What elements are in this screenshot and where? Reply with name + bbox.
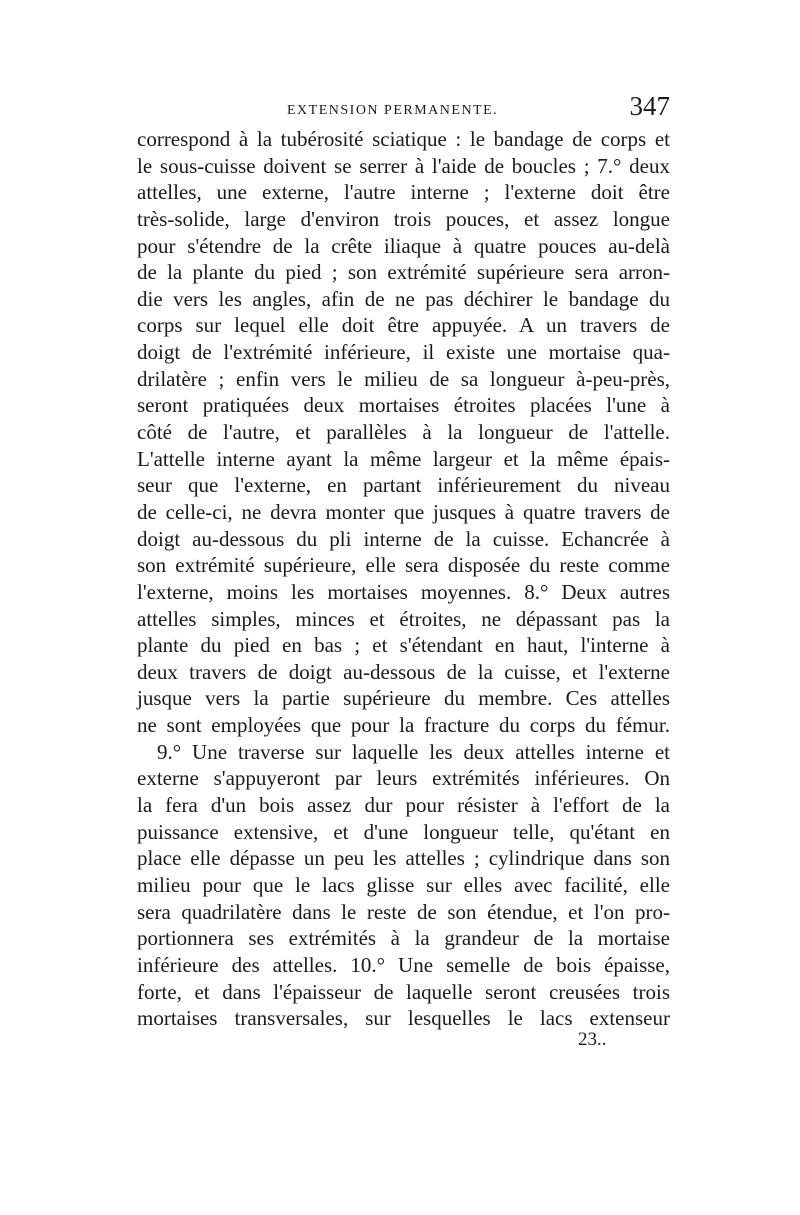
- text-line: très-solide, large d'environ trois pouces, et assez longue: [137, 206, 670, 231]
- text-line: le sous-cuisse doivent se serrer à l'aide de boucles ; 7.° deux: [137, 153, 670, 178]
- text-line: correspond à la tubérosité sciatique : le bandage de corps et: [137, 127, 670, 151]
- text-line: son extrémité supérieure, elle sera disposée du reste comme: [137, 553, 670, 578]
- text-line: forte, et dans l'épaisseur de laquelle seront creusées trois: [137, 979, 670, 1004]
- text-line: 9.° Une traverse sur laquelle les deux attelles interne et: [157, 739, 670, 764]
- text-line: doigt de l'extrémité inférieure, il existe une mortaise qua-: [137, 340, 670, 365]
- text-line: doigt au-dessous du pli interne de la cuisse. Echancrée à: [137, 526, 670, 551]
- text-line: plante du pied en bas ; et s'étendant en haut, l'interne à: [137, 633, 670, 658]
- text-line: de la plante du pied ; son extrémité supérieure sera arron-: [137, 260, 670, 285]
- page-header: [137, 91, 670, 125]
- text-line: seront pratiquées deux mortaises étroites placées l'une à: [137, 393, 670, 418]
- text-line: corps sur lequel elle doit être appuyée. A un travers de: [137, 313, 670, 338]
- body-text: [137, 126, 670, 1032]
- text-line: deux travers de doigt au-dessous de la cuisse, et l'externe: [137, 659, 670, 684]
- text-line: die vers les angles, afin de ne pas déchirer le bandage du: [137, 286, 670, 311]
- text-line: mortaises transversales, sur lesquelles le lacs extenseur: [137, 1006, 670, 1031]
- text-line: pour s'étendre de la crête iliaque à quatre pouces au-delà: [137, 233, 670, 258]
- page-number: 347: [629, 91, 670, 121]
- text-line: côté de l'autre, et parallèles à la longueur de l'attelle.: [137, 420, 670, 445]
- text-line: puissance extensive, et d'une longueur telle, qu'étant en: [137, 819, 670, 844]
- text-line: milieu pour que le lacs glisse sur elles avec facilité, elle: [137, 872, 670, 897]
- signature-mark: 23..: [578, 1029, 607, 1050]
- text-line: sera quadrilatère dans le reste de son étendue, et l'on pro-: [137, 899, 670, 924]
- text-line: inférieure des attelles. 10.° Une semelle de bois épaisse,: [137, 952, 670, 977]
- text-line: de celle-ci, ne devra monter que jusques à quatre travers de: [137, 499, 670, 524]
- text-line: seur que l'externe, en partant inférieurement du niveau: [137, 473, 670, 498]
- text-line: jusque vers la partie supérieure du membre. Ces attelles: [137, 686, 670, 711]
- text-line: attelles, une externe, l'autre interne ; l'externe doit être: [137, 180, 670, 205]
- text-line: attelles simples, minces et étroites, ne dépassant pas la: [137, 606, 670, 631]
- text-line: la fera d'un bois assez dur pour résister à l'effort de la: [137, 793, 670, 818]
- text-line: drilatère ; enfin vers le milieu de sa longueur à-peu-près,: [137, 366, 670, 391]
- text-line: l'externe, moins les mortaises moyennes. 8.° Deux autres: [137, 579, 670, 604]
- text-line: ne sont employées que pour la fracture du corps du fémur.: [137, 713, 670, 738]
- text-line: portionnera ses extrémités à la grandeur de la mortaise: [137, 926, 670, 951]
- text-line: place elle dépasse un peu les attelles ; cylindrique dans son: [137, 846, 670, 871]
- text-line: L'attelle interne ayant la même largeur et la même épais-: [137, 446, 670, 471]
- text-line: externe s'appuyeront par leurs extrémités inférieures. On: [137, 766, 670, 791]
- running-head: EXTENSION PERMANENTE.: [287, 103, 499, 118]
